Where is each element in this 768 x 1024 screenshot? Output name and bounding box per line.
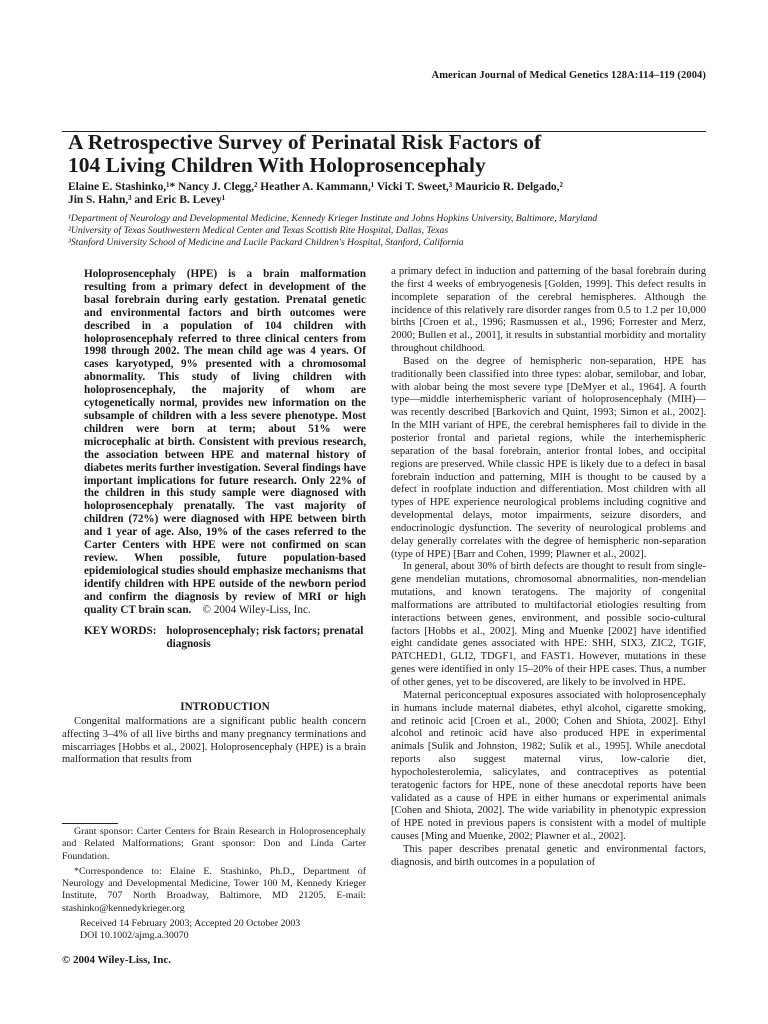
paragraph-5: This paper describes prenatal genetic and environmental factors, diagnosis, and birth outcomes in a population of (391, 843, 706, 868)
title-line-2: 104 Living Children With Holoprosencephaly (68, 153, 486, 177)
introduction-text: Congenital malformations are a significant public health concern affecting 3–4% of all live births and many pregnancy terminations and miscarriages [Hobbs et al., 2002]. Holoprosencephaly (HPE) is a brain malformation that results from (62, 716, 366, 766)
abstract-text: Holoprosencephaly (HPE) is a brain malformation resulting from a primary defect in development of the basal forebrain during early gestation. Prenatal genetic and environmental factors and birth outcomes were described in a population of 104 children with holoprosencephaly referred to three clinical centers from 1998 through 2002. The mean child age was 4 years. Of cases karyotyped, 9% presented with a chromosomal abnormality. This study of living children with holoprosencephaly, the majority of whom are cytogenetically normal, provides new information on the subsample of children with a less severe phenotype. Most children were born at term; about 51% were microcephalic at birth. Consistent with previous research, the association between HPE and maternal history of diabetes merits further investigation. Several findings have important implications for future research. Only 22% of the children in this study sample were diagnosed with holoprosencephaly prenatally. The vast majority of children (72%) were diagnosed with HPE between birth and 1 year of age. Also, 19% of the cases referred to the Carter Centers with HPE were not confirmed on scan review. When possible, future population-based epidemiological studies should emphasize mechanisms that identify children with HPE outside of the newborn period and confirm the diagnosis by review of MRI or high quality CT brain scan. (84, 268, 366, 616)
keywords-label: KEY WORDS: (84, 625, 157, 638)
article-title (68, 131, 708, 177)
doi: DOI 10.1002/ajmg.a.30070 (80, 930, 189, 942)
introduction-heading: INTRODUCTION (180, 701, 270, 713)
correspondence-footnote: *Correspondence to: Elaine E. Stashinko, Ph.D., Department of Neurology and Developmental Medicine, Tower 100 M, Kennedy Krieger Institute, 707 North Broadway, Baltimore, MD 21205. E-mail: stashinko@kennedykrieger.org (62, 865, 366, 914)
affiliations (68, 213, 718, 248)
paragraph-1: a primary defect in induction and patterning of the basal forebrain during the first 4 weeks of embryogenesis [Golden, 1999]. This defect results in incomplete separation of the cerebral hemispheres. Although the incidence of this relatively rare disorder ranges from 0.5 to 1.2 per 10,000 births [Croen et al., 1996; Rasmussen et al., 1996; Forrester and Merz, 2000; Bullen et al., 2001], it results in substantial morbidity and mortality throughout childhood. (391, 266, 706, 355)
keywords-text: holoprosencephaly; risk factors; prenatal diagnosis (166, 625, 364, 651)
received-date: Received 14 February 2003; Accepted 20 October 2003 (80, 918, 301, 930)
journal-header: American Journal of Medical Genetics 128A:114–119 (2004) (431, 70, 706, 81)
abstract-column (84, 268, 366, 651)
authors-line-2: Jin S. Hahn,³ and Eric B. Levey¹ (68, 194, 226, 206)
paragraph-4: Maternal periconceptual exposures associated with holoprosencephaly in humans include maternal diabetes, ethyl alcohol, cigarette smoking, and retinoic acid [Croen et al., 2000; Cohen and Shiota, 2002]. Ethyl alcohol and retinoic acid have also produced HPE in experimental animals [Sulik and Johnston, 1982; Sulik et al., 1995]. While anecdotal reports also suggest maternal virus, low-calorie diet, hypocholesterolemia, salicylates, and contraceptives as potential teratogenic factors for HPE, none of these anecdotal reports have been validated as a cause of HPE in either humans or experimental animals [Cohen and Shiota, 2002]. The wide variability in phenotypic expression of HPE noted in previous papers is consistent with a model of multiple causes [Ming and Muenke, 2002; Plawner et al., 2002]. (391, 689, 706, 843)
paragraph-2: Based on the degree of hemispheric non-separation, HPE has traditionally been classified into three types: alobar, semilobar, and lobar, with alobar being the most severe type [DeMyer et al., 1964]. A fourth type—middle interhemispheric variant of holoprosencephaly (MIH)—was recently described [Barkovich and Quint, 1993; Simon et al., 2002]. In the MIH variant of HPE, the cerebral hemispheres fail to divide in the posterior frontal and parietal regions, while the interhemispheric separation of the basal forebrain, anterior frontal lobes, and occipital regions are preserved. While classic HPE is likely due to a defect in basal forebrain induction and patterning, MIH is thought to be caused by a defect in roofplate induction and differentiation. Most children with all types of HPE experience neurological problems including cognitive and developmental delays, motor impairments, seizure disorders, and endocrinologic dysfunction. The severity of neurological problems and delay generally correlates with the degree of hemispheric non-separation (type of HPE) [Barr and Cohen, 1999; Plawner et al., 2002]. (391, 355, 706, 560)
title-line-1: A Retrospective Survey of Perinatal Risk Factors of (68, 130, 542, 154)
right-column (391, 266, 706, 870)
paragraph-3: In general, about 30% of birth defects are thought to result from single-gene mendelian mutations, chromosomal abnormalities, non-mendelian mutations, and known teratogens. The majority of congenital malformations are attributed to multifactorial etiologies resulting from interactions between genes, environment, and possible socio-cultural factors [Hobbs et al., 2002]. Ming and Muenke [2002] have identified eight candidate genes associated with HPE: SHH, SIX3, ZIC2, TGIF, PATCHED1, GLI2, TDGF1, and FAST1. However, mutations in these genes were identified in only 15–20% of their HPE cases. Thus, a number of other genes, yet to be discovered, are likely to be involved in HPE. (391, 561, 706, 688)
footnote-rule (62, 823, 118, 824)
abstract (84, 268, 366, 616)
keywords (84, 625, 366, 651)
abstract-copyright: © 2004 Wiley-Liss, Inc. (202, 603, 311, 616)
affiliation-2: ²University of Texas Southwestern Medical Center and Texas Scottish Rite Hospital, Dallas, Texas (68, 224, 449, 236)
grant-footnote: Grant sponsor: Carter Centers for Brain Research in Holoprosencephaly and Related Malformations; Grant sponsor: Don and Linda Carter Foundation. (62, 826, 366, 862)
footnotes (62, 826, 366, 943)
author-list (68, 181, 708, 207)
affiliation-1: ¹Department of Neurology and Developmental Medicine, Kennedy Krieger Institute and Johns Hopkins University, Baltimore, Maryland (68, 213, 598, 224)
authors-line-1: Elaine E. Stashinko,¹* Nancy J. Clegg,² Heather A. Kammann,¹ Vicki T. Sweet,³ Mauricio R. Delgado,² (68, 181, 563, 193)
affiliation-3: ³Stanford University School of Medicine and Lucile Packard Children's Hospital, Stanford, California (68, 236, 464, 248)
page-copyright: © 2004 Wiley-Liss, Inc. (62, 954, 171, 966)
